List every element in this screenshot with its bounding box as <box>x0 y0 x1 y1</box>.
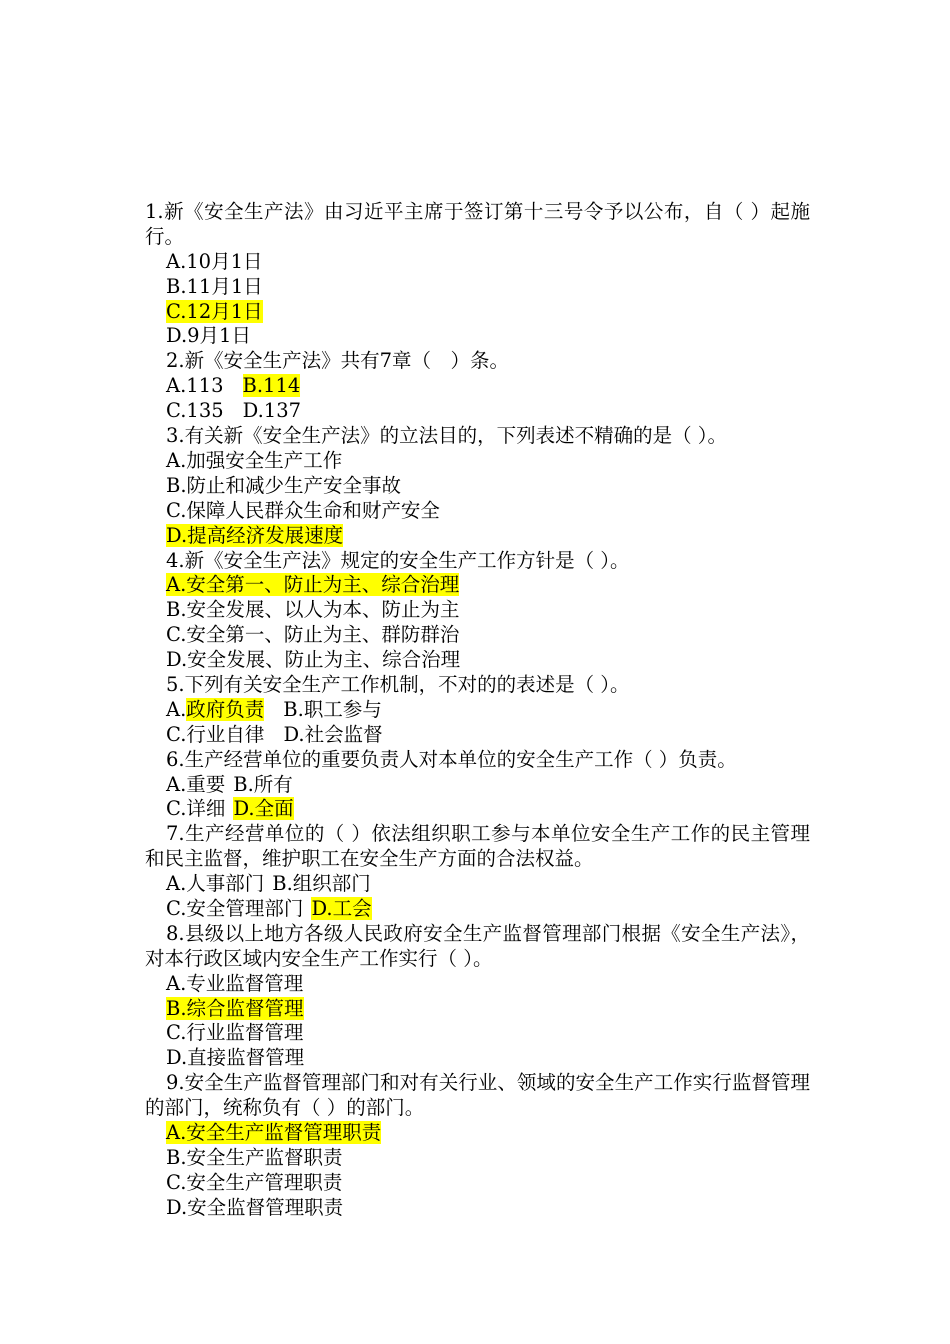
question-1-option-c <box>145 300 810 325</box>
question-9-option-c <box>145 1171 810 1196</box>
question-6-stem: 6.生产经营单位的重要负责人对本单位的安全生产工作（ ）负责。 <box>166 747 737 771</box>
option-text: C.安全生产管理职责 <box>166 1170 343 1194</box>
question-4-stem: 4.新《安全生产法》规定的安全生产工作方针是（ ）。 <box>166 548 630 572</box>
question-3-option-d <box>145 524 810 549</box>
highlighted-answer: D.全面 <box>233 797 294 821</box>
option-text: B.安全发展、以人为本、防止为主 <box>166 598 460 622</box>
question-5-stem: 5.下列有关安全生产工作机制，不对的的表述是（ ）。 <box>166 672 630 696</box>
option-text: C.保障人民群众生命和财产安全 <box>166 498 440 522</box>
question-2-options-row-1 <box>145 374 810 399</box>
option-text: C.行业自律 <box>166 722 265 746</box>
question-8-stem: 8.县级以上地方各级人民政府安全生产监督管理部门根据《安全生产法》，对本行政区域内安全生产工作实行（ ）。 <box>145 921 810 970</box>
question-8-option-b <box>145 997 810 1022</box>
option-text: A.加强安全生产工作 <box>166 448 343 472</box>
option-text: C.行业监督管理 <box>166 1021 304 1045</box>
option-text: B.安全生产监督职责 <box>166 1145 343 1169</box>
question-2-stem: 2.新《安全生产法》共有7章（ ）条。 <box>166 349 510 373</box>
option-text: B.11月1日 <box>166 274 263 298</box>
question-1-stem: 1.新《安全生产法》由习近平主席于签订第十三号令予以公布，自（ ）起施行。 <box>145 200 810 248</box>
question-9-option-b <box>145 1146 810 1171</box>
question-7-options-row-1 <box>145 872 810 897</box>
question-7-stem: 7.生产经营单位的（ ）依法组织职工参与本单位安全生产工作的民主管理和民主监督，维护职工在安全生产方面的合法权益。 <box>145 822 810 871</box>
option-text: C.详细 <box>166 797 226 821</box>
question-1-option-d <box>145 324 810 349</box>
question-4-option-a <box>145 573 810 598</box>
option-text: C.135 <box>166 399 224 423</box>
highlighted-answer: C.12月1日 <box>166 299 263 323</box>
question-5-options-row-1 <box>145 698 810 723</box>
question-3-option-a <box>145 449 810 474</box>
option-text: D.直接监督管理 <box>166 1046 305 1070</box>
option-text: B.所有 <box>233 772 293 796</box>
question-1-option-b <box>145 275 810 300</box>
question-6-options-row-1 <box>145 773 810 798</box>
option-text: A.10月1日 <box>166 249 263 273</box>
question-9-stem: 9.安全生产监督管理部门和对有关行业、领域的安全生产工作实行监督管理的部门，统称负有（ ）的部门。 <box>145 1071 810 1120</box>
question-3-option-c <box>145 499 810 524</box>
question-3-option-b <box>145 474 810 499</box>
option-text: D.9月1日 <box>166 324 251 348</box>
question-8-option-d <box>145 1046 810 1071</box>
highlighted-answer: D.提高经济发展速度 <box>166 523 344 547</box>
highlighted-answer: A.安全第一、防止为主、综合治理 <box>166 573 460 597</box>
highlighted-answer: 政府负责 <box>186 697 265 721</box>
question-4-option-b <box>145 598 810 623</box>
question-1-option-a <box>145 250 810 275</box>
option-text: C.安全第一、防止为主、群防群治 <box>166 623 460 647</box>
question-4-option-c <box>145 623 810 648</box>
option-text: D.安全发展、防止为主、综合治理 <box>166 648 461 672</box>
option-text: B.职工参与 <box>283 697 382 721</box>
highlighted-answer: B.综合监督管理 <box>166 996 304 1020</box>
option-text: A.人事部门 <box>166 872 265 896</box>
highlighted-answer: A.安全生产监督管理职责 <box>166 1121 382 1145</box>
question-9-option-a <box>145 1121 810 1146</box>
question-8-option-a <box>145 972 810 997</box>
option-text: A.重要 <box>166 772 226 796</box>
highlighted-answer: B.114 <box>242 374 301 398</box>
question-list <box>145 200 810 1221</box>
option-text: D.安全监督管理职责 <box>166 1195 344 1219</box>
option-text: B.防止和减少生产安全事故 <box>166 473 402 497</box>
question-8-option-c <box>145 1021 810 1046</box>
option-text: D.社会监督 <box>283 722 383 746</box>
option-text: C.安全管理部门 <box>166 897 304 920</box>
question-6-options-row-2 <box>145 797 810 822</box>
question-9-option-d <box>145 1196 810 1221</box>
question-2-options-row-2 <box>145 399 810 424</box>
option-text: D.137 <box>242 399 302 423</box>
question-5-options-row-2 <box>145 723 810 748</box>
question-7-options-row-2 <box>145 897 810 922</box>
question-3-stem: 3.有关新《安全生产法》的立法目的，下列表述不精确的是（ ）。 <box>166 424 728 448</box>
highlighted-answer: D.工会 <box>311 897 372 920</box>
option-text: B.组织部门 <box>272 872 371 896</box>
option-prefix: A. <box>166 697 187 721</box>
question-4-option-d <box>145 648 810 673</box>
option-text: A.专业监督管理 <box>166 971 304 995</box>
option-text: A.113 <box>166 374 224 398</box>
